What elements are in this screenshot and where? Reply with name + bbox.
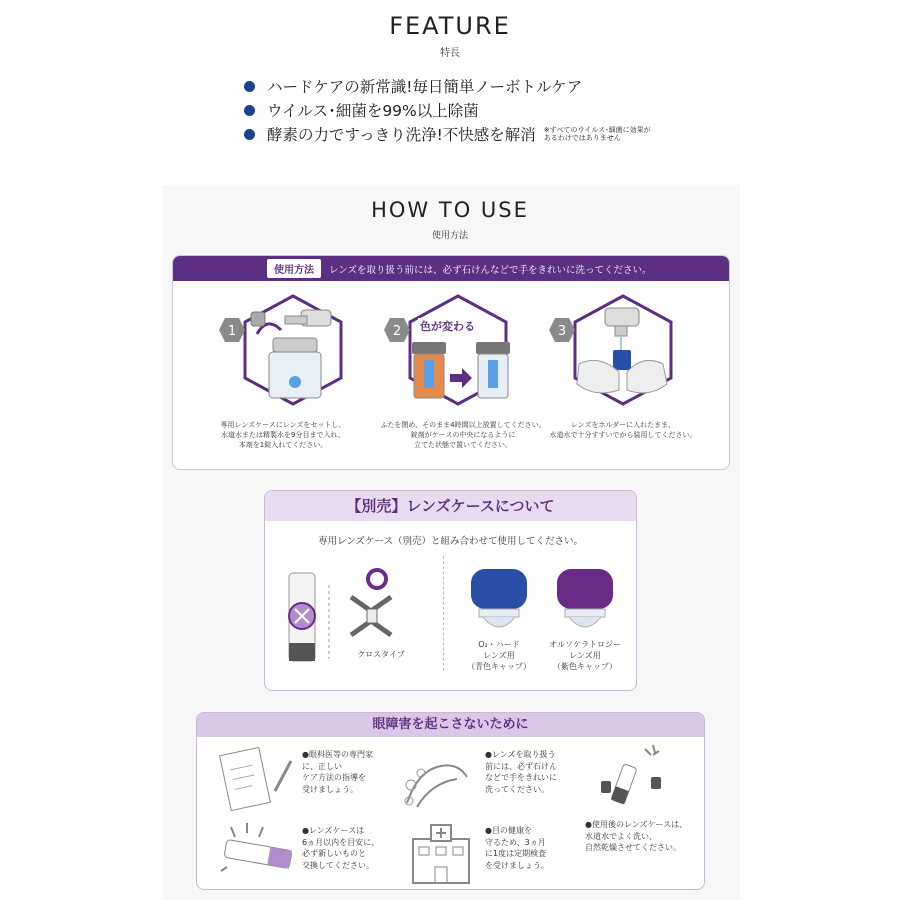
step-3 [543, 294, 703, 404]
purple-cap-label: オルソケラトロジー レンズ用 （紫色キャップ） [549, 640, 621, 671]
eye-care-card [196, 712, 705, 890]
feature-footnote-line: あるわけではありません [543, 134, 621, 142]
feature-item [244, 98, 724, 122]
blue-cap-case-icon [469, 569, 529, 639]
hand-wash-icon [397, 743, 477, 813]
hospital-icon [403, 823, 479, 885]
usage-card [172, 255, 730, 470]
how-to-use-subtitle: 使用方法 [431, 231, 468, 241]
lens-case-title: 【別売】レンズケースについて [265, 491, 636, 521]
feature-item-text: 酵素の力ですっきり洗浄!不快感を解消 [267, 126, 536, 144]
tip-checkup: ●目の健康を 守るため、3ヵ月 に1度は定期検査 を受けましょう。 [485, 826, 549, 870]
feature-item [244, 122, 724, 146]
svg-text:3: 3 [557, 324, 567, 339]
lens-case-intro: 専用レンズケース（別売）と組み合わせて使用してください。 [317, 536, 583, 547]
step-1-caption: 専用レンズケースにレンズをセットし、 水道水または精製水を9分目まで入れ、 本剤を1錠入れてください。 [220, 421, 346, 449]
step-3-caption: レンズをホルダーに入れたまま、 水道水で十分すすいでから装用してください。 [549, 421, 697, 439]
purple-cap-case-icon [555, 569, 615, 639]
usage-header-text: レンズを取り扱う前には、必ず石けんなどで手をきれいに洗ってください。 [329, 264, 652, 276]
lens-case-card [264, 490, 637, 691]
color-change-badge: 色が変わる [420, 320, 475, 333]
feature-title: FEATURE [389, 12, 511, 40]
rinse-under-tap-icon [543, 294, 703, 404]
usage-tag: 使用方法 [267, 259, 321, 278]
color-change-icon [378, 294, 538, 404]
step-2-caption: ふたを閉め、そのまま4時間以上放置してください。 錠剤がケースの中央になるように 立てた状態で置いてください。 [380, 421, 546, 449]
tip-dry-case: ●使用後のレンズケースは、 水道水でよく洗い、 自然乾燥させてください。 [585, 820, 688, 852]
bullet-icon [244, 81, 255, 92]
how-to-use-title: HOW TO USE [371, 198, 529, 222]
feature-list [244, 74, 724, 146]
feature-item-text: ハードケアの新常識!毎日簡単ノーボトルケア [267, 78, 583, 96]
tip-replace-case: ●レンズケースは 6ヵ月以内を目安に、 必ず新しいものと 交換してください。 [302, 826, 380, 870]
feature-footnote-line: ※すべてのウイルス･細菌に効果が [543, 126, 651, 134]
new-case-icon [217, 821, 297, 885]
blue-cap-label: O₂・ハード レンズ用 （青色キャップ） [466, 640, 532, 671]
clipboard-icon [219, 743, 299, 813]
feature-item-text: ウイルス･細菌を99%以上除菌 [267, 102, 479, 120]
eye-care-title: 眼障害を起こさないために [197, 713, 704, 737]
cross-type-label: クロスタイプ [357, 650, 405, 659]
svg-text:2: 2 [392, 324, 402, 339]
step-number: 1 [227, 324, 237, 339]
feature-item [244, 74, 724, 98]
bullet-icon [244, 129, 255, 140]
feature-subtitle: 特長 [440, 48, 460, 59]
bullet-icon [244, 105, 255, 116]
dry-case-icon [597, 741, 677, 805]
tip-wash-hands: ●レンズを取り扱う 前には、必ず石けん などで手をきれいに 洗ってください。 [485, 750, 557, 794]
usage-header-bar [173, 256, 729, 281]
step-1 [213, 294, 373, 404]
feature-footnote [544, 126, 651, 142]
step-2 [378, 294, 538, 404]
tip-specialist: ●眼科医等の専門家 に、正しい ケア方法の指導を 受けましょう。 [302, 750, 373, 794]
case-divider [443, 556, 444, 671]
lens-case-insert-icon [213, 294, 373, 404]
